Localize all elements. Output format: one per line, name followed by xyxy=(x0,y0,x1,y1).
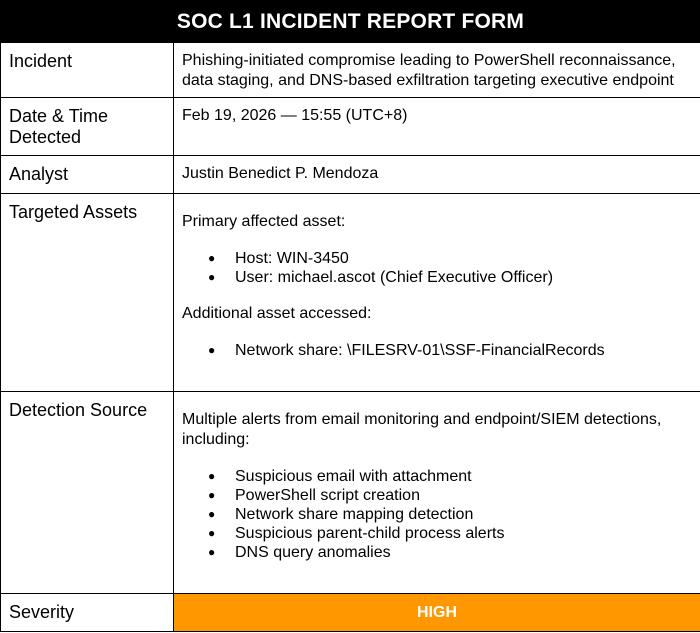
severity-row xyxy=(1,594,700,632)
detection-list xyxy=(182,467,700,562)
severity-label: Severity xyxy=(1,594,174,632)
list-item: ● Network share mapping detection xyxy=(235,505,700,524)
primary-asset-list xyxy=(182,249,700,287)
form-title: SOC L1 INCIDENT REPORT FORM xyxy=(1,1,700,43)
list-item: ● Suspicious parent-child process alerts xyxy=(235,524,700,543)
incident-value: Phishing-initiated compromise leading to PowerShell reconnaissance, data staging, and DNS-based exfiltration targeting executive endpoint xyxy=(174,43,700,98)
detection-label: Detection Source xyxy=(1,392,174,594)
additional-asset-list xyxy=(182,341,700,360)
list-item: ● DNS query anomalies xyxy=(235,543,700,562)
assets-label: Targeted Assets xyxy=(1,194,174,392)
datetime-value: Feb 19, 2026 — 15:55 (UTC+8) xyxy=(174,98,700,156)
assets-row xyxy=(1,194,700,392)
datetime-label: Date & Time Detected xyxy=(1,98,174,156)
list-item: ● Suspicious email with attachment xyxy=(235,467,700,486)
detection-value xyxy=(174,392,700,594)
datetime-row xyxy=(1,98,700,156)
list-item: ● Host: WIN-3450 xyxy=(235,249,700,268)
detection-intro: Multiple alerts from email monitoring and endpoint/SIEM detections, including: xyxy=(182,411,662,448)
assets-value xyxy=(174,194,700,392)
detection-row xyxy=(1,392,700,594)
severity-badge: HIGH xyxy=(174,594,700,632)
incident-row xyxy=(1,43,700,98)
list-item: ● PowerShell script creation xyxy=(235,486,700,505)
analyst-row xyxy=(1,156,700,194)
list-item: ● Network share: \FILESRV-01\SSF-FinancialRecords xyxy=(235,341,700,360)
additional-asset-heading: Additional asset accessed: xyxy=(182,305,372,322)
primary-asset-heading: Primary affected asset: xyxy=(182,213,346,230)
incident-label: Incident xyxy=(1,43,174,98)
analyst-label: Analyst xyxy=(1,156,174,194)
analyst-value: Justin Benedict P. Mendoza xyxy=(174,156,700,194)
list-item: ● User: michael.ascot (Chief Executive Officer) xyxy=(235,268,700,287)
